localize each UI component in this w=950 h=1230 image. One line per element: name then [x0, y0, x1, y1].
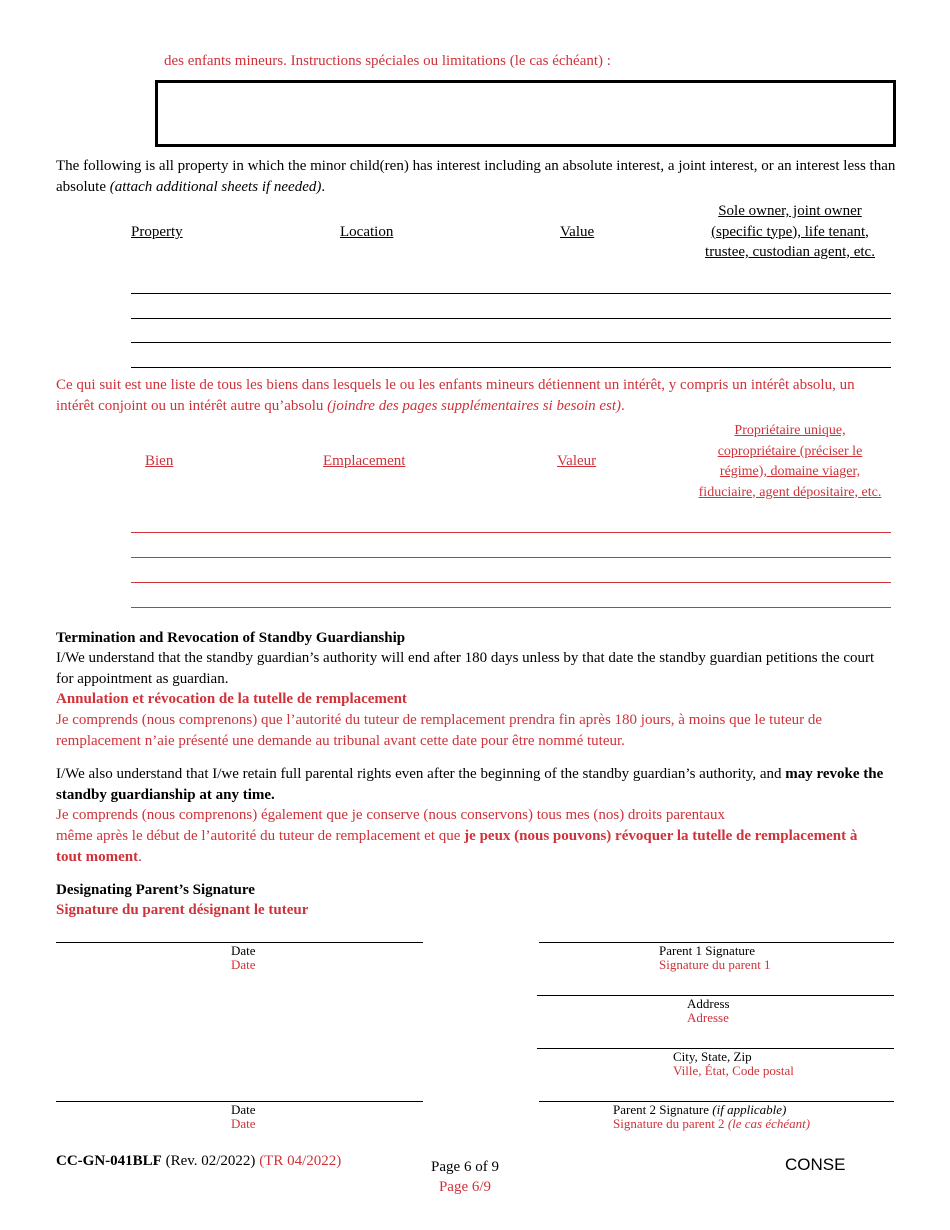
col-header-ownership — [680, 201, 900, 263]
rights-fr-end: . — [138, 848, 142, 865]
property-intro-en-note: (attach additional sheets if needed) — [109, 178, 322, 195]
col-header-regime-line: régime), domaine viager, — [719, 464, 861, 479]
col-header-value: Value — [560, 224, 595, 240]
termination-body-fr: Je comprends (nous comprenons) que l’autorité du tuteur de remplacement prendra fin après 180 jours, à moins que le tuteur de remplacement n’aie présenté une demande au tribunal avant cette date pour être nommé tuteur. — [56, 712, 823, 749]
form-id: CC-GN-041BLF — [56, 1153, 162, 1169]
col-header-regime — [680, 421, 900, 503]
signature-heading-fr: Signature du parent désignant le tuteur — [56, 902, 309, 918]
property-intro-en — [56, 156, 896, 197]
parent-2-label-fr-text: Signature du parent 2 — [613, 1116, 725, 1131]
bien-row-line-4[interactable] — [131, 607, 891, 608]
property-intro-en-end: . — [321, 178, 326, 195]
col-header-location: Location — [340, 224, 394, 240]
property-intro-fr-end: . — [621, 397, 625, 414]
city-label-fr: Ville, État, Code postal — [673, 1063, 794, 1078]
property-row-line-3[interactable] — [131, 342, 891, 343]
page-number-en: Page 6 of 9 — [431, 1159, 499, 1175]
parent-1-label-fr: Signature du parent 1 — [659, 957, 771, 972]
city-label-en: City, State, Zip — [673, 1049, 752, 1064]
bien-row-line-2[interactable] — [131, 557, 891, 558]
rights-fr-line-1: Je comprends (nous comprenons) également que je conserve (nous conservons) tous mes (nos) droits parentaux — [56, 807, 725, 823]
property-row-line-4[interactable] — [131, 367, 891, 368]
property-intro-en-text: The following is all property in which the minor child(ren) has interest including an absolute interest, a joint interest, or an interest less than absolute — [56, 158, 896, 195]
col-header-regime-line: fiduciaire, agent dépositaire, etc. — [698, 484, 882, 500]
parent-1-label-en: Parent 1 Signature — [659, 943, 756, 958]
rights-en — [56, 764, 896, 805]
col-header-regime-line: Propriétaire unique, — [734, 423, 846, 438]
date-2-label-en: Date — [231, 1102, 256, 1117]
bien-row-line-3[interactable] — [131, 582, 891, 583]
address-label-en: Address — [687, 996, 730, 1011]
col-header-emplacement: Emplacement — [323, 453, 406, 469]
property-intro-fr-note: (joindre des pages supplémentaires si besoin est) — [327, 397, 622, 414]
parent-2-label-fr-note: (le cas échéant) — [727, 1116, 811, 1131]
col-header-property: Property — [131, 224, 183, 240]
col-header-regime-line: copropriétaire (préciser le — [717, 443, 863, 459]
parent-2-label-en-text: Parent 2 Signature — [613, 1102, 710, 1117]
parent-2-label-fr — [613, 1116, 810, 1132]
date-1-label-fr: Date — [231, 957, 256, 972]
address-label-fr: Adresse — [687, 1010, 729, 1025]
property-intro-fr-text: Ce qui suit est une liste de tous les biens dans lesquels le ou les enfants mineurs détiennent un intérêt, y compris un intérêt absolu, un intérêt conjoint ou un intérêt autre qu’absolu — [56, 377, 855, 414]
termination-heading-fr: Annulation et révocation de la tutelle de remplacement — [56, 691, 407, 707]
rights-en-bold: may revoke the standby guardianship at any time. — [56, 766, 884, 803]
rights-fr-bold: je peux (nous pouvons) révoquer la tutelle de remplacement à tout moment — [56, 828, 858, 865]
termination-heading-en: Termination and Revocation of Standby Guardianship — [56, 630, 406, 646]
footer-form-id — [56, 1151, 341, 1172]
instructions-label: des enfants mineurs. Instructions spéciales ou limitations (le cas échéant) : — [164, 53, 611, 69]
date-1-label-en: Date — [231, 943, 256, 958]
signature-heading-en: Designating Parent’s Signature — [56, 882, 255, 898]
termination-body-en: I/We understand that the standby guardian’s authority will end after 180 days unless by that date the standby guardian petitions the court for appointment as guardian. — [56, 650, 875, 687]
special-instructions-box[interactable] — [155, 80, 896, 147]
col-header-ownership-line: Sole owner, joint owner — [718, 203, 862, 219]
property-intro-fr — [56, 375, 896, 416]
property-row-line-1[interactable] — [131, 293, 891, 294]
col-header-valeur: Valeur — [557, 453, 597, 469]
bien-row-line-1[interactable] — [131, 532, 891, 533]
conse-label: CONSE — [785, 1155, 846, 1174]
col-header-ownership-line: trustee, custodian agent, etc. — [705, 244, 875, 260]
rights-fr-text: même après le début de l’autorité du tuteur de remplacement et que — [56, 828, 461, 844]
page-number-fr: Page 6/9 — [438, 1179, 492, 1195]
col-header-ownership-line: (specific type), life tenant, — [711, 223, 869, 240]
parent-2-label-en-note: (if applicable) — [712, 1102, 787, 1117]
rights-fr-body — [56, 826, 876, 867]
form-revision: (Rev. 02/2022) — [165, 1153, 256, 1169]
property-row-line-2[interactable] — [131, 318, 891, 319]
rights-en-text: I/We also understand that I/we retain full parental rights even after the beginning of the standby guardian’s authority, and — [56, 766, 782, 782]
form-translation-rev: (TR 04/2022) — [259, 1153, 342, 1169]
date-2-label-fr: Date — [231, 1116, 256, 1131]
col-header-bien: Bien — [145, 453, 174, 469]
